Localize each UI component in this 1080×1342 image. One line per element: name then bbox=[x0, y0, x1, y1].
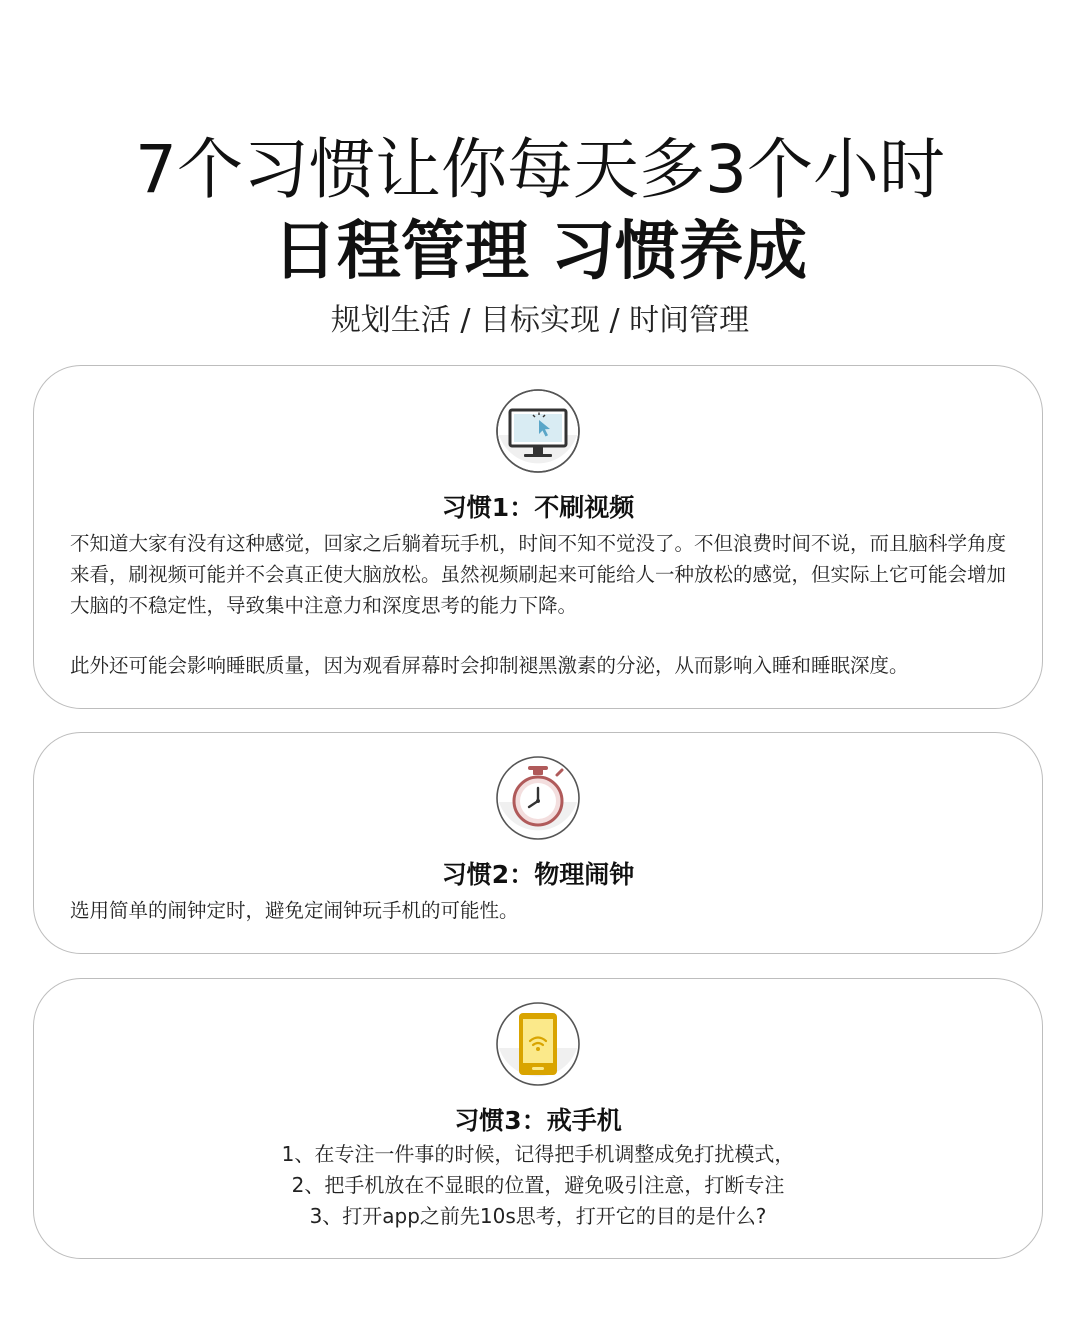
alarm-clock-icon bbox=[495, 755, 581, 841]
habit-card-2 bbox=[33, 732, 1043, 954]
habit-description: 选用简单的闹钟定时，避免定闹钟玩手机的可能性。 bbox=[70, 899, 519, 922]
habit-card-3 bbox=[33, 978, 1043, 1259]
habit-card-1 bbox=[33, 365, 1043, 709]
habit-title: 习惯1：不刷视频 bbox=[441, 493, 635, 522]
habit-title: 习惯3：戒手机 bbox=[454, 1106, 622, 1135]
habit-description: 此外还可能会影响睡眠质量，因为观看屏幕时会抑制褪黑激素的分泌，从而影响入睡和睡眠深度。 bbox=[70, 654, 909, 677]
habit-list bbox=[34, 1139, 1042, 1232]
habit-title: 习惯2：物理闹钟 bbox=[441, 860, 635, 889]
list-item: 3、打开app之前先10s思考，打开它的目的是什么? bbox=[309, 1204, 767, 1228]
list-item: 2、把手机放在不显眼的位置，避免吸引注意，打断专注 bbox=[291, 1173, 785, 1197]
page-title: 7个习惯让你每天多3个小时 bbox=[135, 131, 945, 208]
list-item: 1、在专注一件事的时候，记得把手机调整成免打扰模式， bbox=[281, 1142, 795, 1166]
phone-wifi-icon bbox=[495, 1001, 581, 1087]
page-tagline: 规划生活 / 目标实现 / 时间管理 bbox=[330, 303, 750, 338]
habit-description: 不知道大家有没有这种感觉，回家之后躺着玩手机，时间不知不觉没了。不但浪费时间不说，而且脑科学角度来看，刷视频可能并不会真正使大脑放松。虽然视频刷起来可能给人一种放松的感觉，但实际上它可能会增加大脑的不稳定性，导致集中注意力和深度思考的能力下降。 bbox=[70, 532, 1007, 617]
monitor-cursor-icon bbox=[495, 388, 581, 474]
page-subtitle: 日程管理 习惯养成 bbox=[272, 215, 808, 289]
